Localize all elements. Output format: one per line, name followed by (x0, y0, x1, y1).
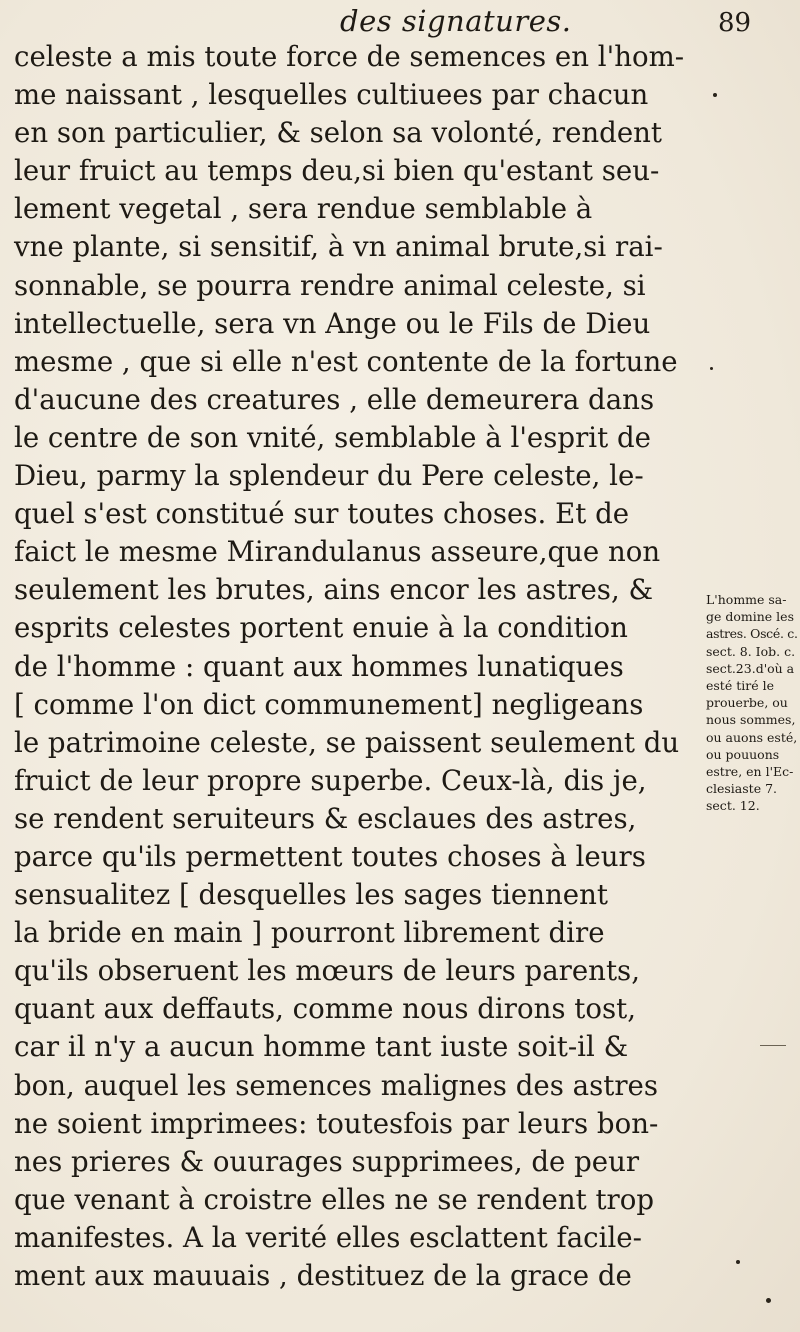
text-line: que venant à croistre elles ne se rendent trop (14, 1182, 655, 1216)
margin-note-line: esté tiré le (706, 677, 774, 693)
margin-note-line: nous sommes, (706, 712, 796, 728)
text-line: la bride en main ] pourront librement dire (14, 916, 605, 950)
text-line: sensualitez [ desquelles les sages tiennent (14, 878, 608, 912)
margin-rule (760, 1045, 786, 1046)
text-line: ment aux mauuais , destituez de la grace de (14, 1259, 632, 1292)
text-line: celeste a mis toute force de semences en l'hom- (14, 40, 685, 73)
text-line: [ comme l'on dict communement] negligeans (14, 687, 644, 721)
text-line: vne plante, si sensitif, à vn animal brute,si rai- (14, 230, 663, 264)
text-line: en son particulier, & selon sa volonté, rendent (14, 116, 663, 150)
running-head: des signatures. (340, 4, 572, 38)
text-line: lement vegetal , sera rendue semblable à (14, 192, 593, 226)
text-line: qu'ils obseruent les mœurs de leurs parents, (14, 954, 640, 988)
text-line: fruict de leur propre superbe. Ceux-là, dis je, (14, 763, 647, 797)
text-line: le centre de son vnité, semblable à l'esprit de (14, 420, 651, 454)
margin-note-line: ou auons esté, (706, 729, 798, 745)
text-line: me naissant , lesquelles cultiuees par chacun (14, 78, 649, 112)
ink-speck (736, 1260, 740, 1264)
text-line: car il n'y a aucun homme tant iuste soit-il & (14, 1030, 629, 1064)
text-line: quant aux deffauts, comme nous dirons tost, (14, 992, 636, 1026)
text-line: d'aucune des creatures , elle demeurera dans (14, 382, 655, 416)
text-line: Dieu, parmy la splendeur du Pere celeste, le- (14, 459, 644, 493)
margin-note-line: sect. 12. (706, 798, 760, 814)
text-line: bon, auquel les semences malignes des astres (14, 1068, 659, 1102)
text-line: esprits celestes portent enuie à la condition (14, 611, 628, 645)
margin-note-line: prouerbe, ou (706, 695, 788, 711)
margin-note-line: L'homme sa- (706, 592, 787, 607)
margin-note-line: estre, en l'Ec- (706, 763, 794, 779)
text-line: sonnable, se pourra rendre animal celeste, si (14, 268, 646, 302)
text-line: parce qu'ils permettent toutes choses à leurs (14, 839, 646, 873)
text-line: quel s'est constitué sur toutes choses. Et de (14, 497, 630, 531)
text-line: mesme , que si elle n'est contente de la fortune (14, 344, 678, 378)
text-line: se rendent seruiteurs & esclaues des astres, (14, 801, 637, 835)
text-line: manifestes. A la verité elles esclattent facile- (14, 1220, 642, 1254)
text-line: nes prieres & ouurages supprimees, de peur (14, 1144, 640, 1178)
text-line: seulement les brutes, ains encor les astres, & (14, 573, 654, 607)
margin-note-line: ou pouuons (706, 746, 780, 762)
text-line: faict le mesme Mirandulanus asseure,que non (14, 535, 661, 569)
text-line: leur fruict au temps deu,si bien qu'estant seu- (14, 154, 660, 188)
text-line: de l'homme : quant aux hommes lunatiques (14, 649, 624, 683)
text-line: le patrimoine celeste, se paissent seulement du (14, 725, 680, 759)
text-line: intellectuelle, sera vn Ange ou le Fils de Dieu (14, 306, 651, 340)
margin-note-line: ge domine les (706, 609, 794, 625)
ink-speck (710, 367, 713, 370)
ink-speck (766, 1298, 771, 1303)
page-number: 89 (718, 8, 752, 38)
text-line: ne soient imprimees: toutesfois par leurs bon- (14, 1106, 659, 1140)
margin-note (706, 591, 800, 814)
margin-note-line: sect. 8. Iob. c. (706, 643, 796, 659)
margin-note-line: clesiaste 7. (706, 781, 777, 797)
margin-note-line: astres. Oscé. c. (706, 626, 798, 642)
ink-speck (713, 93, 717, 97)
body-text (14, 38, 696, 1295)
margin-note-line: sect.23.d'où a (706, 660, 795, 676)
